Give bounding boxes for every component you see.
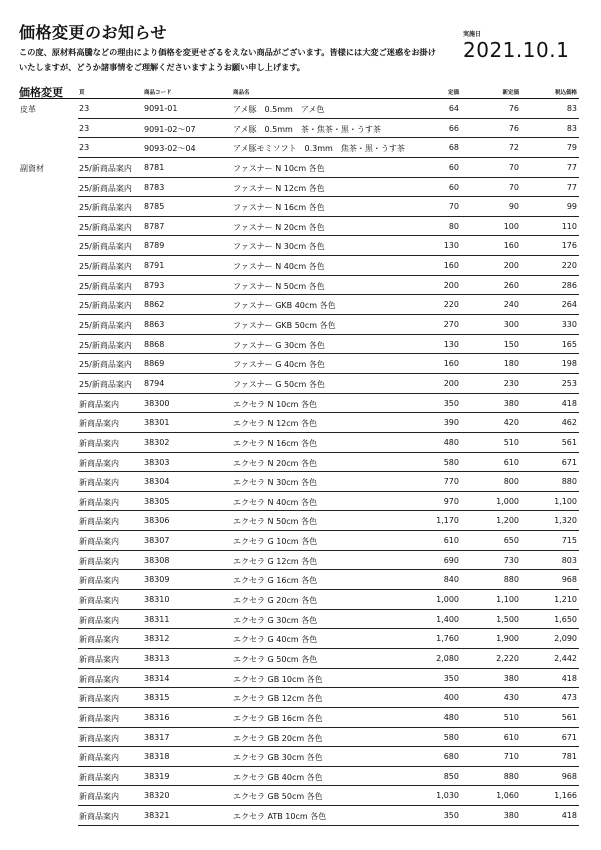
tax-price-cell: 1,210 <box>554 595 577 605</box>
page-cell: 25/新商品案内 <box>79 340 132 350</box>
page-cell: 25/新商品案内 <box>79 222 132 232</box>
page-cell: 新商品案内 <box>79 733 119 743</box>
effective-date-label: 実施日 <box>463 31 482 38</box>
old-price-cell: 270 <box>443 320 459 330</box>
old-price-cell: 160 <box>443 359 459 369</box>
page-cell: 23 <box>79 123 90 133</box>
table-row <box>19 217 579 237</box>
page-cell: 新商品案内 <box>79 713 119 723</box>
name-cell: エクセラ G 10cm 各色 <box>233 537 318 547</box>
old-price-cell: 350 <box>443 811 459 821</box>
table-row <box>19 669 579 689</box>
table-row <box>19 394 579 414</box>
new-price-cell: 160 <box>503 241 519 251</box>
new-price-cell: 230 <box>503 378 519 388</box>
tax-price-cell: 473 <box>561 693 577 703</box>
code-cell: 8785 <box>144 202 165 212</box>
name-cell: ファスナー GKB 40cm 各色 <box>233 301 336 311</box>
old-price-cell: 1,030 <box>436 791 459 801</box>
tax-price-cell: 671 <box>561 732 577 742</box>
page-cell: 新商品案内 <box>79 615 119 625</box>
tax-price-cell: 99 <box>566 202 577 212</box>
table-row <box>19 335 579 355</box>
old-price-cell: 850 <box>443 771 459 781</box>
code-cell: 38317 <box>144 732 170 742</box>
old-price-cell: 480 <box>443 712 459 722</box>
name-cell: エクセラ GB 10cm 各色 <box>233 674 323 684</box>
new-price-cell: 1,200 <box>496 516 519 526</box>
table-row <box>19 158 579 178</box>
new-price-cell: 880 <box>503 575 519 585</box>
table-row <box>19 629 579 649</box>
new-price-cell: 510 <box>503 712 519 722</box>
table-row <box>19 99 579 119</box>
name-cell: エクセラ ATB 10cm 各色 <box>233 812 327 822</box>
old-price-cell: 1,000 <box>436 595 459 605</box>
new-price-cell: 2,220 <box>496 653 519 663</box>
old-price-cell: 580 <box>443 457 459 467</box>
old-price-cell: 840 <box>443 575 459 585</box>
new-price-cell: 72 <box>508 143 519 153</box>
name-cell: ファスナー N 12cm 各色 <box>233 183 325 193</box>
name-cell: エクセラ GB 12cm 各色 <box>233 694 323 704</box>
new-price-cell: 240 <box>503 300 519 310</box>
tax-price-cell: 561 <box>561 712 577 722</box>
tax-price-cell: 198 <box>561 359 577 369</box>
table-row <box>19 256 579 276</box>
page-cell: 23 <box>79 104 90 113</box>
name-cell: ファスナー N 50cm 各色 <box>233 281 325 291</box>
category-cell: 副資材 <box>20 163 44 173</box>
tax-price-cell: 220 <box>561 261 577 271</box>
new-price-cell: 610 <box>503 732 519 742</box>
page-cell: 25/新商品案内 <box>79 321 132 331</box>
table-row <box>19 728 579 748</box>
new-price-cell: 70 <box>508 162 519 172</box>
table-row <box>19 374 579 394</box>
name-cell: ファスナー G 50cm 各色 <box>233 379 325 389</box>
new-price-cell: 380 <box>503 811 519 821</box>
old-price-cell: 200 <box>443 378 459 388</box>
name-cell: ファスナー GKB 50cm 各色 <box>233 321 336 331</box>
code-cell: 38310 <box>144 595 170 605</box>
table-row <box>19 767 579 787</box>
code-cell: 38304 <box>144 477 170 487</box>
new-price-cell: 1,000 <box>496 496 519 506</box>
page-cell: 新商品案内 <box>79 694 119 704</box>
new-price-cell: 70 <box>508 182 519 192</box>
tax-price-cell: 1,100 <box>554 496 577 506</box>
code-cell: 38302 <box>144 437 170 447</box>
old-price-cell: 1,400 <box>436 614 459 624</box>
page-cell: 新商品案内 <box>79 596 119 606</box>
name-cell: ファスナー N 16cm 各色 <box>233 203 325 213</box>
name-cell: アメ豚 0.5mm アメ色 <box>233 105 325 114</box>
old-price-cell: 970 <box>443 496 459 506</box>
new-price-cell: 610 <box>503 457 519 467</box>
new-price-cell: 260 <box>503 280 519 290</box>
new-price-cell: 380 <box>503 673 519 683</box>
old-price-cell: 60 <box>448 162 459 172</box>
tax-price-cell: 1,650 <box>554 614 577 624</box>
code-cell: 9091-01 <box>144 104 178 113</box>
old-price-cell: 220 <box>443 300 459 310</box>
code-cell: 38300 <box>144 398 170 408</box>
table-row <box>19 197 579 217</box>
page-cell: 25/新商品案内 <box>79 262 132 272</box>
new-price-cell: 1,500 <box>496 614 519 624</box>
category-cell: 皮革 <box>20 105 36 114</box>
page-cell: 新商品案内 <box>79 674 119 684</box>
name-cell: エクセラ N 10cm 各色 <box>233 399 317 409</box>
code-cell: 8868 <box>144 339 165 349</box>
code-cell: 38318 <box>144 752 170 762</box>
name-cell: エクセラ G 50cm 各色 <box>233 654 318 664</box>
page-cell: 新商品案内 <box>79 438 119 448</box>
tax-price-cell: 561 <box>561 437 577 447</box>
old-price-cell: 64 <box>448 104 459 113</box>
old-price-cell: 610 <box>443 536 459 546</box>
code-cell: 38313 <box>144 653 170 663</box>
tax-price-cell: 83 <box>566 123 577 133</box>
tax-price-cell: 77 <box>566 162 577 172</box>
new-price-cell: 730 <box>503 555 519 565</box>
old-price-cell: 770 <box>443 477 459 487</box>
tax-price-cell: 968 <box>561 771 577 781</box>
code-cell: 8783 <box>144 182 165 192</box>
header-code: 商品コード <box>144 90 172 96</box>
page-cell: 新商品案内 <box>79 537 119 547</box>
new-price-cell: 710 <box>503 752 519 762</box>
new-price-cell: 90 <box>508 202 519 212</box>
page-cell: 23 <box>79 143 90 153</box>
section-title: 価格変更 <box>19 86 63 99</box>
page-cell: 新商品案内 <box>79 419 119 429</box>
table-row <box>19 276 579 296</box>
new-price-cell: 880 <box>503 771 519 781</box>
table-row <box>19 178 579 198</box>
name-cell: エクセラ G 16cm 各色 <box>233 576 318 586</box>
code-cell: 38312 <box>144 634 170 644</box>
code-cell: 38319 <box>144 771 170 781</box>
table-row <box>19 551 579 571</box>
row-divider <box>78 825 579 826</box>
page-cell: 新商品案内 <box>79 517 119 527</box>
header-page: 頁 <box>79 90 85 96</box>
page-cell: 新商品案内 <box>79 497 119 507</box>
page-cell: 25/新商品案内 <box>79 281 132 291</box>
tax-price-cell: 83 <box>566 104 577 113</box>
page-cell: 新商品案内 <box>79 772 119 782</box>
page-cell: 25/新商品案内 <box>79 183 132 193</box>
table-row <box>19 492 579 512</box>
old-price-cell: 70 <box>448 202 459 212</box>
table-row <box>19 354 579 374</box>
tax-price-cell: 715 <box>561 536 577 546</box>
table-row <box>19 610 579 630</box>
tax-price-cell: 671 <box>561 457 577 467</box>
page-cell: 25/新商品案内 <box>79 360 132 370</box>
name-cell: エクセラ G 12cm 各色 <box>233 556 318 566</box>
tax-price-cell: 418 <box>561 811 577 821</box>
new-price-cell: 76 <box>508 123 519 133</box>
table-row <box>19 708 579 728</box>
new-price-cell: 1,100 <box>496 595 519 605</box>
table-row <box>19 315 579 335</box>
code-cell: 38308 <box>144 555 170 565</box>
old-price-cell: 1,760 <box>436 634 459 644</box>
name-cell: ファスナー G 40cm 各色 <box>233 360 325 370</box>
code-cell: 8862 <box>144 300 165 310</box>
old-price-cell: 680 <box>443 752 459 762</box>
new-price-cell: 200 <box>503 261 519 271</box>
name-cell: ファスナー N 30cm 各色 <box>233 242 325 252</box>
new-price-cell: 1,900 <box>496 634 519 644</box>
effective-date: 2021.10.1 <box>463 38 570 62</box>
name-cell: エクセラ GB 20cm 各色 <box>233 733 323 743</box>
old-price-cell: 60 <box>448 182 459 192</box>
old-price-cell: 2,080 <box>436 653 459 663</box>
name-cell: ファスナー N 20cm 各色 <box>233 222 325 232</box>
new-price-cell: 510 <box>503 437 519 447</box>
table-row <box>19 786 579 806</box>
header-tax-price: 税込価格 <box>554 90 577 96</box>
old-price-cell: 66 <box>448 123 459 133</box>
old-price-cell: 68 <box>448 143 459 153</box>
old-price-cell: 350 <box>443 398 459 408</box>
code-cell: 38321 <box>144 811 170 821</box>
old-price-cell: 580 <box>443 732 459 742</box>
tax-price-cell: 880 <box>561 477 577 487</box>
name-cell: ファスナー N 40cm 各色 <box>233 262 325 272</box>
code-cell: 8781 <box>144 162 165 172</box>
old-price-cell: 480 <box>443 437 459 447</box>
header-old-price: 定価 <box>447 90 459 96</box>
header-new-price: 新定価 <box>502 90 519 96</box>
new-price-cell: 380 <box>503 398 519 408</box>
code-cell: 38320 <box>144 791 170 801</box>
page-cell: 新商品案内 <box>79 753 119 763</box>
tax-price-cell: 79 <box>566 143 577 153</box>
code-cell: 38305 <box>144 496 170 506</box>
code-cell: 38316 <box>144 712 170 722</box>
tax-price-cell: 2,442 <box>554 653 577 663</box>
code-cell: 8794 <box>144 378 165 388</box>
name-cell: エクセラ GB 16cm 各色 <box>233 713 323 723</box>
page-cell: 新商品案内 <box>79 654 119 664</box>
table-row <box>19 453 579 473</box>
new-price-cell: 150 <box>503 339 519 349</box>
table-row <box>19 531 579 551</box>
page-cell: 25/新商品案内 <box>79 203 132 213</box>
old-price-cell: 350 <box>443 673 459 683</box>
tax-price-cell: 330 <box>561 320 577 330</box>
name-cell: エクセラ N 40cm 各色 <box>233 497 317 507</box>
page-cell: 新商品案内 <box>79 576 119 586</box>
tax-price-cell: 1,320 <box>554 516 577 526</box>
table-row <box>19 511 579 531</box>
code-cell: 38309 <box>144 575 170 585</box>
code-cell: 8787 <box>144 221 165 231</box>
name-cell: エクセラ G 40cm 各色 <box>233 635 318 645</box>
table-row <box>19 413 579 433</box>
old-price-cell: 80 <box>448 221 459 231</box>
tax-price-cell: 176 <box>561 241 577 251</box>
old-price-cell: 130 <box>443 241 459 251</box>
new-price-cell: 800 <box>503 477 519 487</box>
table-row <box>19 119 579 139</box>
code-cell: 38307 <box>144 536 170 546</box>
page-cell: 新商品案内 <box>79 792 119 802</box>
tax-price-cell: 253 <box>561 378 577 388</box>
old-price-cell: 400 <box>443 693 459 703</box>
table-row <box>19 138 579 158</box>
new-price-cell: 300 <box>503 320 519 330</box>
name-cell: アメ豚モミソフト 0.3mm 焦茶・黒・うす茶 <box>233 144 405 154</box>
table-row <box>19 649 579 669</box>
tax-price-cell: 462 <box>561 418 577 428</box>
name-cell: エクセラ GB 30cm 各色 <box>233 753 323 763</box>
name-cell: エクセラ N 30cm 各色 <box>233 478 317 488</box>
tax-price-cell: 286 <box>561 280 577 290</box>
code-cell: 8869 <box>144 359 165 369</box>
table-header <box>19 86 579 99</box>
price-table <box>19 99 579 826</box>
old-price-cell: 390 <box>443 418 459 428</box>
old-price-cell: 160 <box>443 261 459 271</box>
code-cell: 8789 <box>144 241 165 251</box>
name-cell: エクセラ N 12cm 各色 <box>233 419 317 429</box>
page-cell: 新商品案内 <box>79 556 119 566</box>
table-row <box>19 590 579 610</box>
new-price-cell: 100 <box>503 221 519 231</box>
name-cell: ファスナー N 10cm 各色 <box>233 163 325 173</box>
page-cell: 新商品案内 <box>79 458 119 468</box>
name-cell: ファスナー G 30cm 各色 <box>233 340 325 350</box>
page-cell: 25/新商品案内 <box>79 301 132 311</box>
page-title: 価格変更のお知らせ <box>19 23 168 42</box>
code-cell: 38314 <box>144 673 170 683</box>
new-price-cell: 76 <box>508 104 519 113</box>
table-row <box>19 433 579 453</box>
tax-price-cell: 418 <box>561 673 577 683</box>
name-cell: エクセラ GB 50cm 各色 <box>233 792 323 802</box>
code-cell: 8791 <box>144 261 165 271</box>
table-row <box>19 688 579 708</box>
tax-price-cell: 1,166 <box>554 791 577 801</box>
page-cell: 25/新商品案内 <box>79 379 132 389</box>
old-price-cell: 1,170 <box>436 516 459 526</box>
page-cell: 新商品案内 <box>79 478 119 488</box>
name-cell: エクセラ G 20cm 各色 <box>233 596 318 606</box>
old-price-cell: 690 <box>443 555 459 565</box>
code-cell: 9091-02〜07 <box>144 124 196 134</box>
tax-price-cell: 110 <box>561 221 577 231</box>
tax-price-cell: 968 <box>561 575 577 585</box>
code-cell: 8793 <box>144 280 165 290</box>
new-price-cell: 1,060 <box>496 791 519 801</box>
tax-price-cell: 264 <box>561 300 577 310</box>
page-cell: 新商品案内 <box>79 635 119 645</box>
name-cell: エクセラ G 30cm 各色 <box>233 615 318 625</box>
new-price-cell: 430 <box>503 693 519 703</box>
name-cell: エクセラ N 20cm 各色 <box>233 458 317 468</box>
tax-price-cell: 2,090 <box>554 634 577 644</box>
page-cell: 新商品案内 <box>79 399 119 409</box>
name-cell: エクセラ N 50cm 各色 <box>233 517 317 527</box>
header-name: 商品名 <box>233 90 250 96</box>
name-cell: エクセラ N 16cm 各色 <box>233 438 317 448</box>
page-cell: 新商品案内 <box>79 812 119 822</box>
code-cell: 9093-02〜04 <box>144 144 196 154</box>
table-row <box>19 295 579 315</box>
table-row <box>19 236 579 256</box>
tax-price-cell: 803 <box>561 555 577 565</box>
name-cell: エクセラ GB 40cm 各色 <box>233 772 323 782</box>
tax-price-cell: 77 <box>566 182 577 192</box>
code-cell: 38301 <box>144 418 170 428</box>
page-cell: 25/新商品案内 <box>79 163 132 173</box>
code-cell: 38311 <box>144 614 170 624</box>
new-price-cell: 650 <box>503 536 519 546</box>
old-price-cell: 200 <box>443 280 459 290</box>
table-row <box>19 570 579 590</box>
table-row <box>19 472 579 492</box>
tax-price-cell: 165 <box>561 339 577 349</box>
table-row <box>19 806 579 826</box>
tax-price-cell: 418 <box>561 398 577 408</box>
code-cell: 38315 <box>144 693 170 703</box>
tax-price-cell: 781 <box>561 752 577 762</box>
code-cell: 8863 <box>144 320 165 330</box>
intro-text: この度、原材料高騰などの理由により価格を変更せざるをえない商品がございます。皆様には大変ご迷惑をお掛けいたしますが、どうか諸事情をご理解くださいますようお願い申し上げます。 <box>19 47 436 72</box>
new-price-cell: 180 <box>503 359 519 369</box>
code-cell: 38303 <box>144 457 170 467</box>
old-price-cell: 130 <box>443 339 459 349</box>
table-row <box>19 747 579 767</box>
page-cell: 25/新商品案内 <box>79 242 132 252</box>
code-cell: 38306 <box>144 516 170 526</box>
name-cell: アメ豚 0.5mm 茶・焦茶・黒・うす茶 <box>233 124 381 134</box>
new-price-cell: 420 <box>503 418 519 428</box>
